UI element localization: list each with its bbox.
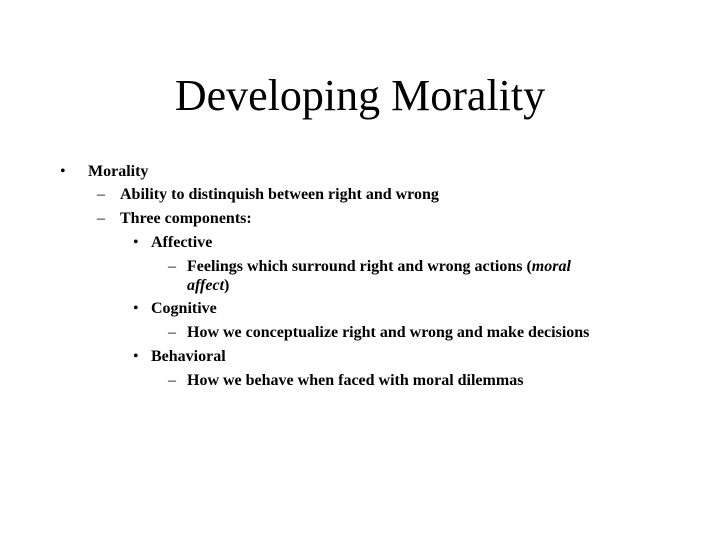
dash-marker: – [168,324,176,341]
dash-marker: – [97,186,105,203]
dash-marker: – [168,372,176,389]
cognitive-detail: How we conceptualize right and wrong and make decisions [187,324,590,341]
component-cognitive: Cognitive [151,300,217,317]
affective-detail-close: ) [224,277,230,294]
affective-detail-line1 [187,257,571,277]
dash-marker: – [97,210,105,227]
behavioral-detail: How we behave when faced with moral dilemmas [187,372,524,389]
sub-bullet-definition: Ability to distinquish between right and wrong [120,186,439,203]
bullet-marker: • [60,163,66,180]
affective-detail-text: Feelings which surround right and wrong actions ( [187,258,532,275]
affective-detail-line2 [187,276,229,296]
bullet-morality: Morality [88,163,149,180]
affective-detail-italic-moral: moral [531,258,571,275]
component-affective: Affective [151,234,213,251]
component-behavioral: Behavioral [151,348,226,365]
bullet-marker: • [133,300,139,317]
bullet-marker: • [133,234,139,251]
dash-marker: – [168,258,176,275]
slide-title: Developing Morality [174,71,546,120]
affective-detail-italic-affect: affect [187,277,225,294]
sub-bullet-components: Three components: [120,210,252,227]
bullet-marker: • [133,348,139,365]
